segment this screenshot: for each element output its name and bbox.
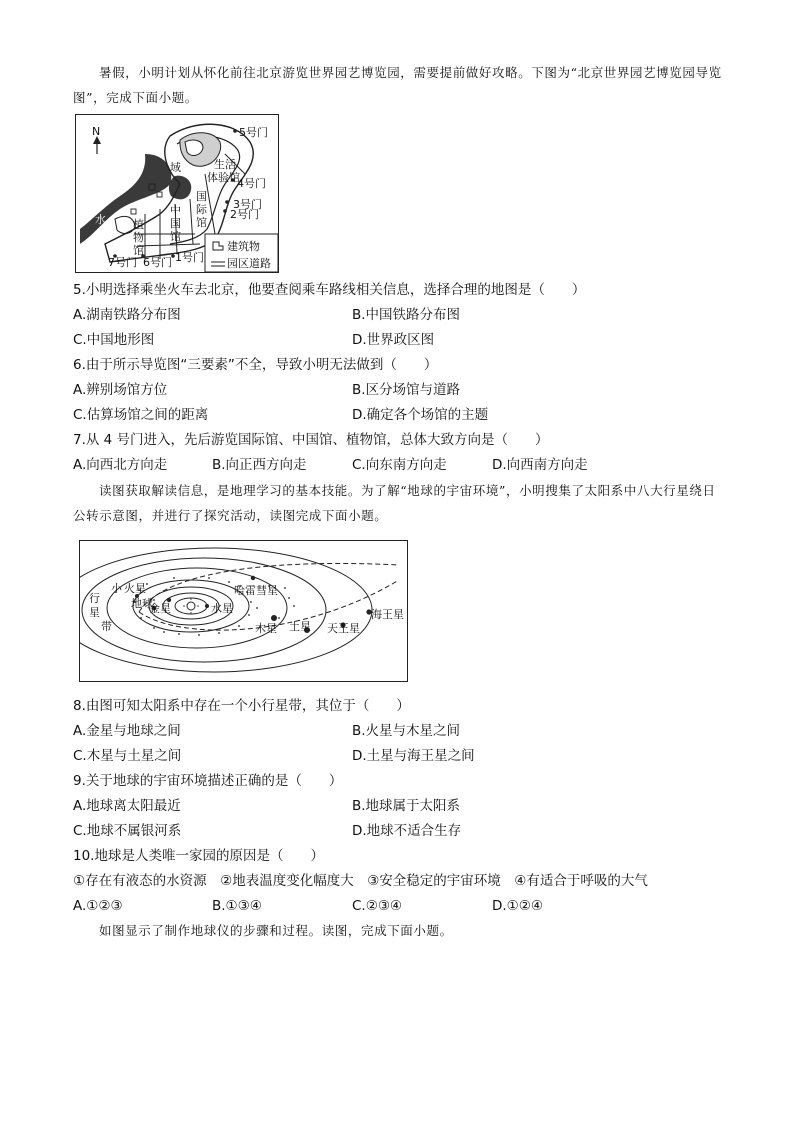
halley-comet-label: 哈雷彗星 [234,584,278,597]
question-10-option-d[interactable]: D.①②④ [492,898,543,914]
uranus-label: 天王星 [327,622,360,635]
question-5-option-c[interactable]: C.中国地形图 [73,332,155,348]
question-5-stem: 5.小明选择乘坐火车去北京，他要查阅乘车路线相关信息，选择合理的地图是（ ） [73,282,586,298]
china-pavilion-char-1: 中 [170,204,181,217]
plant-pavilion-char-2: 物 [133,231,144,244]
water-area-label-shui: 水 [95,213,106,226]
question-5-option-a[interactable]: A.湖南铁路分布图 [73,307,181,323]
question-9-option-d[interactable]: D.地球不适合生存 [352,823,462,839]
expo-park-map [75,114,280,274]
mercury-label: 水星 [211,602,233,615]
china-pavilion-char-3: 馆 [170,230,181,243]
question-7-stem: 7.从 4 号门进入，先后游览国际馆、中国馆、植物馆，总体大致方向是（ ） [73,432,549,448]
belt-char-1: 行 [89,592,100,605]
question-6-stem: 6.由于所示导览图“三要素”不全，导致小明无法做到（ ） [73,357,438,373]
small-label: 小 [111,582,122,595]
neptune-label: 海王星 [371,608,404,621]
question-8-option-d[interactable]: D.土星与海王星之间 [352,748,475,764]
question-10-option-c[interactable]: C.②③④ [352,898,403,914]
north-label: N [92,125,101,138]
plant-pavilion-char-3: 馆 [133,244,144,257]
belt-char-2: 星 [89,606,100,619]
question-9-stem: 9.关于地球的宇宙环境描述正确的是（ ） [73,773,343,789]
gate-2-label: 2号门 [230,208,259,221]
intl-pavilion-char-3: 馆 [196,216,207,229]
jupiter-label: 木星 [255,622,277,635]
gate-4-label: 4号门 [237,177,266,190]
experience-hall-label: 体验馆 [207,171,240,184]
gate-7-label: 7号门 [108,256,137,269]
question-6-option-c[interactable]: C.估算场馆之间的距离 [73,407,209,423]
question-9-option-a[interactable]: A.地球离太阳最近 [73,798,181,814]
plant-pavilion-char-1: 植 [133,218,144,231]
question-8-option-c[interactable]: C.木星与土星之间 [73,748,182,764]
question-5-option-b[interactable]: B.中国铁路分布图 [352,307,461,323]
question-8-option-a[interactable]: A.金星与地球之间 [73,723,181,739]
question-7-option-d[interactable]: D.向西南方向走 [492,457,588,473]
question-10-statements: ①存在有液态的水资源 ②地表温度变化幅度大 ③安全稳定的宇宙环境 ④有适合于呼吸的大气 [73,873,648,889]
intro-paragraph-globe: 如图显示了制作地球仪的步骤和过程。读图，完成下面小题。 [99,923,453,938]
question-8-stem: 8.由图可知太阳系中存在一个小行星带，其位于（ ） [73,698,410,714]
legend-building-label: 建筑物 [227,240,260,253]
belt-char-3: 带 [101,620,112,633]
saturn-label: 土星 [289,620,311,633]
life-label: 生活 [214,158,236,171]
question-6-option-d[interactable]: D.确定各个场馆的主题 [352,407,489,423]
solar-system-diagram [79,540,409,683]
question-6-option-b[interactable]: B.区分场馆与道路 [352,382,461,398]
intl-pavilion-char-1: 国 [196,190,207,203]
question-10-stem: 10.地球是人类唯一家园的原因是（ ） [73,848,324,864]
intro-paragraph-expo: 暑假，小明计划从怀化前往北京游览世界园艺博览园，需要提前做好攻略。下图为“北京世界园艺博览园导览图”，完成下面小题。 [73,65,722,105]
question-6-option-a[interactable]: A.辨别场馆方位 [73,382,168,398]
question-5-option-d[interactable]: D.世界政区图 [352,332,435,348]
mars-label: 火星 [124,582,146,595]
earth-label: 地球 [131,597,153,610]
question-7-option-b[interactable]: B.向正西方向走 [212,457,307,473]
china-pavilion-char-2: 国 [170,217,181,230]
question-7-option-a[interactable]: A.向西北方向走 [73,457,168,473]
water-area-label-yu: 域 [170,161,181,174]
intl-pavilion-char-2: 际 [196,203,207,216]
question-10-option-a[interactable]: A.①②③ [73,898,123,914]
gate-1-label: 1号门 [175,251,204,264]
intro-paragraph-solar: 读图获取解读信息，是地理学习的基本技能。为了解“地球的宇宙环境”，小明搜集了太阳系中八大行星绕日公转示意图，并进行了探究活动，读图完成下面小题。 [73,483,716,523]
question-7-option-c[interactable]: C.向东南方向走 [352,457,447,473]
gate-6-label: 6号门 [143,256,172,269]
question-8-option-b[interactable]: B.火星与木星之间 [352,723,461,739]
legend-road-label: 园区道路 [227,257,271,270]
gate-5-label: 5号门 [239,126,268,139]
question-9-option-c[interactable]: C.地球不属银河系 [73,823,182,839]
venus-label: 金星 [149,602,171,615]
question-9-option-b[interactable]: B.地球属于太阳系 [352,798,461,814]
question-10-option-b[interactable]: B.①③④ [212,898,262,914]
gate-3-label: 3号门 [233,198,262,211]
